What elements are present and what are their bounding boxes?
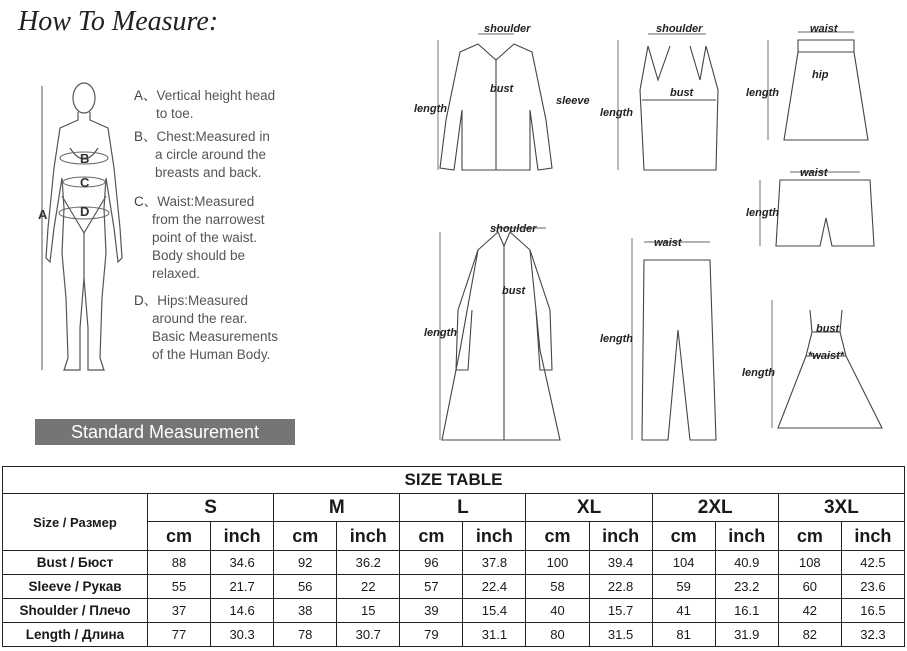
- table-cell: 31.5: [589, 623, 652, 647]
- label-length: length: [600, 333, 633, 345]
- table-cell: 100: [526, 551, 589, 575]
- size-table: [2, 466, 905, 647]
- table-cell: 31.1: [463, 623, 526, 647]
- table-cell: 60: [778, 575, 841, 599]
- instruction-line: Waist:Measured: [157, 194, 255, 209]
- label-hip: hip: [812, 69, 829, 81]
- instruction-line: Body should be: [152, 248, 246, 263]
- row-label: Sleeve / Рукав: [3, 575, 148, 599]
- label-waist-star: *waist*: [808, 350, 845, 362]
- instruction-line: a circle around the: [155, 147, 267, 162]
- table-cell: 23.6: [841, 575, 904, 599]
- table-row: [3, 551, 905, 575]
- unit-header: inch: [463, 522, 526, 551]
- instruction-b: [134, 128, 270, 182]
- label-a: A: [38, 207, 48, 222]
- size-header: M: [274, 494, 400, 522]
- table-cell: 40: [526, 599, 589, 623]
- instruction-line: of the Human Body.: [152, 347, 271, 362]
- table-cell: 15: [337, 599, 400, 623]
- unit-header: cm: [652, 522, 715, 551]
- page-title: How To Measure:: [18, 6, 219, 37]
- unit-header: cm: [778, 522, 841, 551]
- table-cell: 58: [526, 575, 589, 599]
- table-cell: 37: [148, 599, 211, 623]
- table-cell: 16.1: [715, 599, 778, 623]
- label-length: length: [742, 367, 775, 379]
- label-shoulder: shoulder: [656, 23, 703, 35]
- label-waist: waist: [800, 167, 828, 179]
- instruction-d: [134, 292, 278, 364]
- instruction-letter: A、: [134, 88, 157, 103]
- label-b: B: [80, 151, 90, 166]
- label-length: length: [746, 207, 779, 219]
- table-cell: 23.2: [715, 575, 778, 599]
- instruction-line: relaxed.: [152, 266, 201, 281]
- label-d: D: [80, 204, 90, 219]
- table-cell: 30.3: [211, 623, 274, 647]
- table-cell: 38: [274, 599, 337, 623]
- label-waist: waist: [654, 237, 682, 249]
- row-label: Shoulder / Плечо: [3, 599, 148, 623]
- size-header: XL: [526, 494, 652, 522]
- table-cell: 31.9: [715, 623, 778, 647]
- table-cell: 39.4: [589, 551, 652, 575]
- table-cell: 56: [274, 575, 337, 599]
- label-bust: bust: [502, 285, 526, 297]
- table-cell: 22.4: [463, 575, 526, 599]
- instruction-line: point of the waist.: [152, 230, 258, 245]
- label-length: length: [746, 87, 779, 99]
- size-header: S: [148, 494, 274, 522]
- standard-measurement-banner: Standard Measurement: [35, 419, 295, 445]
- table-cell: 42: [778, 599, 841, 623]
- label-sleeve: sleeve: [556, 95, 590, 107]
- size-header: 2XL: [652, 494, 778, 522]
- table-cell: 55: [148, 575, 211, 599]
- instruction-line: Hips:Measured: [157, 293, 249, 308]
- table-cell: 108: [778, 551, 841, 575]
- label-bust: bust: [816, 323, 840, 335]
- table-row: [3, 575, 905, 599]
- unit-header: inch: [841, 522, 904, 551]
- unit-header: cm: [274, 522, 337, 551]
- table-cell: 88: [148, 551, 211, 575]
- table-cell: 104: [652, 551, 715, 575]
- size-label-header: Size / Размер: [3, 494, 148, 551]
- unit-header: cm: [400, 522, 463, 551]
- label-bust: bust: [490, 83, 514, 95]
- table-row: [3, 599, 905, 623]
- instruction-line: from the narrowest: [152, 212, 265, 227]
- instruction-c: [134, 193, 265, 283]
- unit-header: inch: [589, 522, 652, 551]
- label-waist: waist: [810, 23, 838, 35]
- instruction-letter: B、: [134, 129, 157, 144]
- table-row: [3, 623, 905, 647]
- label-length: length: [600, 107, 633, 119]
- unit-header: inch: [715, 522, 778, 551]
- table-cell: 15.7: [589, 599, 652, 623]
- table-cell: 78: [274, 623, 337, 647]
- body-figure: [34, 78, 134, 378]
- garment-diagrams: [400, 10, 900, 450]
- label-c: C: [80, 175, 90, 190]
- table-cell: 39: [400, 599, 463, 623]
- size-table-title: SIZE TABLE: [3, 467, 905, 494]
- table-cell: 59: [652, 575, 715, 599]
- instruction-letter: D、: [134, 293, 158, 308]
- instruction-line: Vertical height head: [156, 88, 276, 103]
- table-cell: 57: [400, 575, 463, 599]
- table-cell: 34.6: [211, 551, 274, 575]
- instruction-line: Basic Measurements: [152, 329, 279, 344]
- table-cell: 79: [400, 623, 463, 647]
- instruction-a: [134, 87, 275, 123]
- table-cell: 36.2: [337, 551, 400, 575]
- label-shoulder: shoulder: [490, 223, 537, 235]
- table-cell: 22.8: [589, 575, 652, 599]
- unit-header: inch: [337, 522, 400, 551]
- unit-header: inch: [211, 522, 274, 551]
- label-shoulder: shoulder: [484, 23, 531, 35]
- table-cell: 21.7: [211, 575, 274, 599]
- table-cell: 81: [652, 623, 715, 647]
- instruction-letter: C、: [134, 194, 158, 209]
- label-length: length: [424, 327, 457, 339]
- table-cell: 30.7: [337, 623, 400, 647]
- table-cell: 22: [337, 575, 400, 599]
- table-cell: 14.6: [211, 599, 274, 623]
- table-cell: 82: [778, 623, 841, 647]
- unit-header: cm: [526, 522, 589, 551]
- table-cell: 41: [652, 599, 715, 623]
- instruction-line: Chest:Measured in: [156, 129, 270, 144]
- table-cell: 80: [526, 623, 589, 647]
- table-cell: 42.5: [841, 551, 904, 575]
- size-header: 3XL: [778, 494, 904, 522]
- table-cell: 15.4: [463, 599, 526, 623]
- table-cell: 16.5: [841, 599, 904, 623]
- table-cell: 96: [400, 551, 463, 575]
- table-cell: 92: [274, 551, 337, 575]
- table-cell: 40.9: [715, 551, 778, 575]
- label-bust: bust: [670, 87, 694, 99]
- table-cell: 37.8: [463, 551, 526, 575]
- label-length: length: [414, 103, 447, 115]
- instruction-line: to toe.: [156, 106, 194, 121]
- instruction-line: around the rear.: [152, 311, 248, 326]
- size-header: L: [400, 494, 526, 522]
- unit-header: cm: [148, 522, 211, 551]
- row-label: Length / Длина: [3, 623, 148, 647]
- table-cell: 32.3: [841, 623, 904, 647]
- instruction-line: breasts and back.: [155, 165, 262, 180]
- row-label: Bust / Бюст: [3, 551, 148, 575]
- table-cell: 77: [148, 623, 211, 647]
